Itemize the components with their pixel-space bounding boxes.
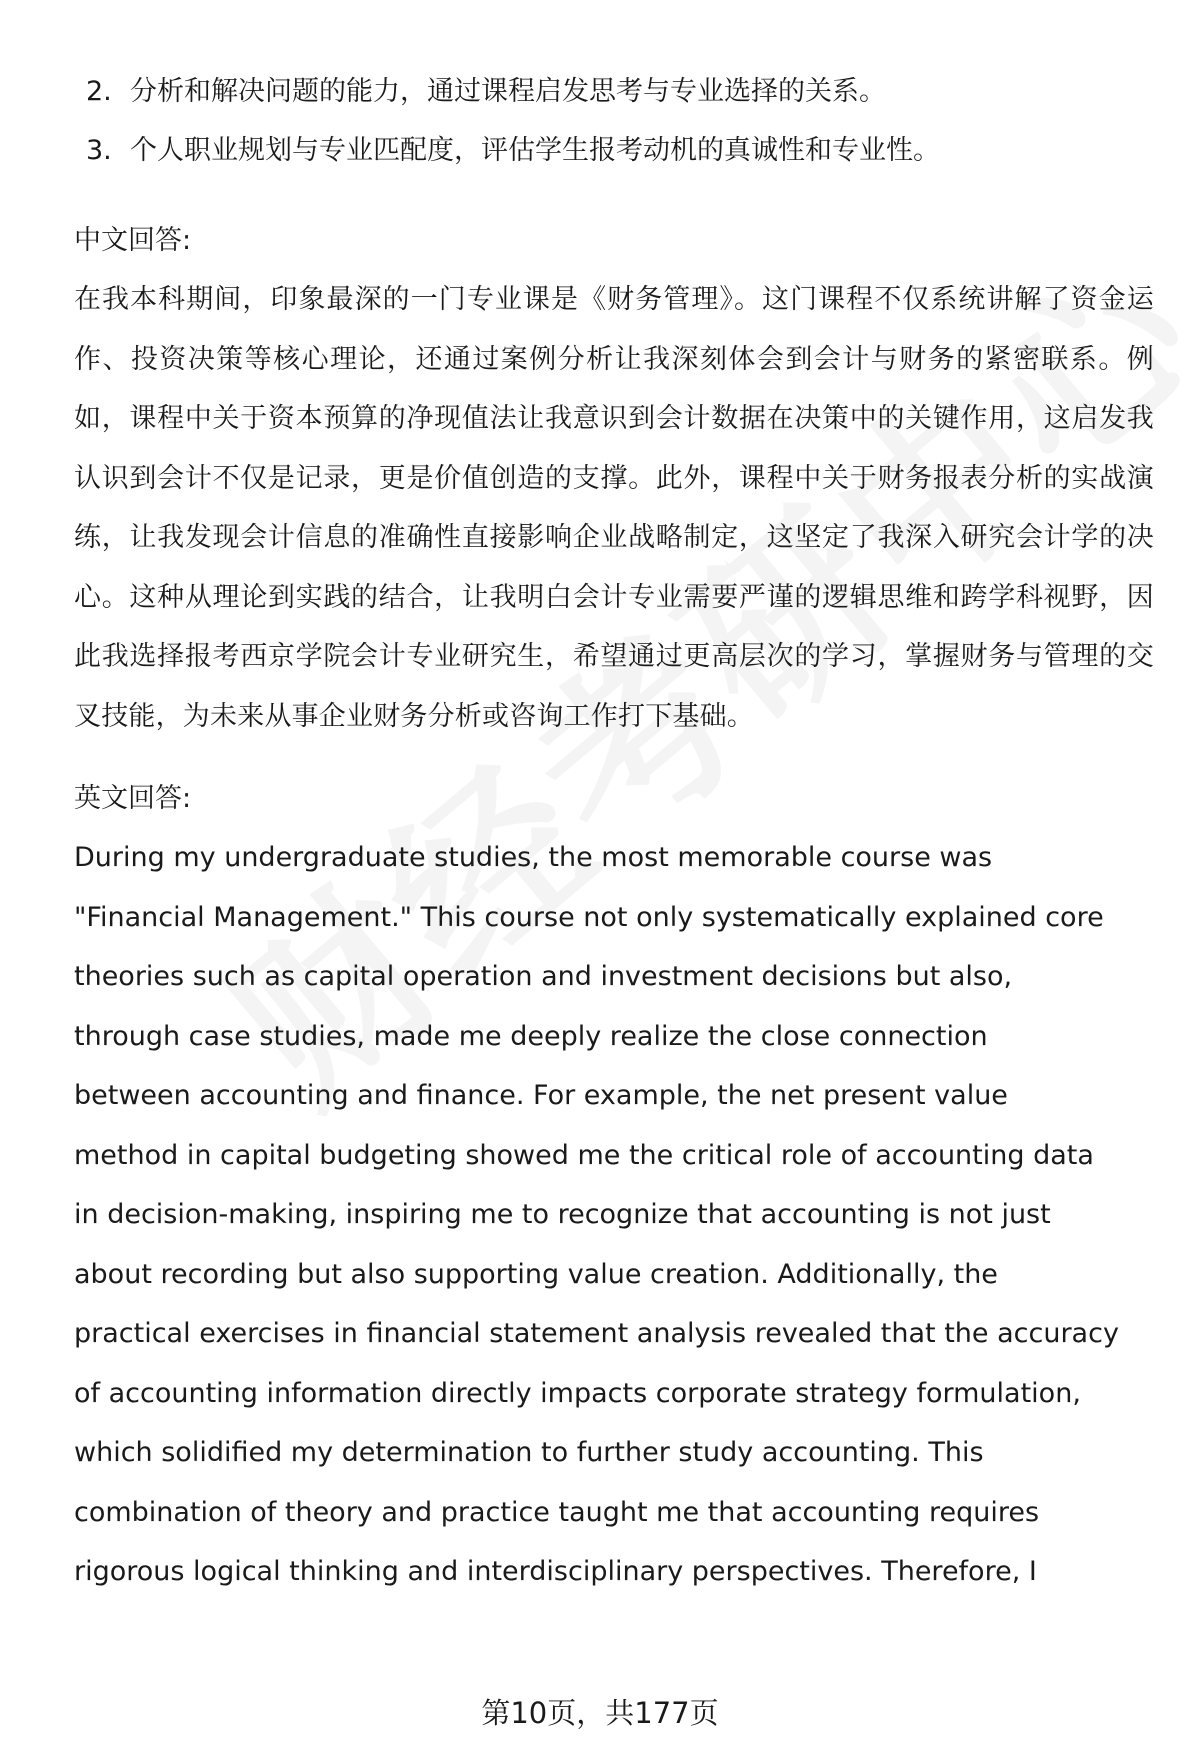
english-answer-body — [74, 828, 1154, 1602]
english-answer-line: through case studies, made me deeply realize the close connection — [74, 1020, 988, 1052]
chinese-answer-heading: 中文回答: — [74, 225, 192, 256]
english-answer-line: between accounting and finance. For example, the net present value — [74, 1080, 1008, 1111]
english-answer-line: rigorous logical thinking and interdisciplinary perspectives. Therefore, I — [74, 1556, 1037, 1587]
list-item — [74, 62, 1154, 121]
list-item-text: 个人职业规划与专业匹配度，评估学生报考动机的真诚性和专业性。 — [130, 135, 940, 166]
english-answer-line: which solidified my determination to further study accounting. This — [74, 1437, 984, 1468]
english-answer-line: practical exercises in financial statement analysis revealed that the accuracy — [74, 1318, 1119, 1349]
list-item-text: 分析和解决问题的能力，通过课程启发思考与专业选择的关系。 — [130, 76, 886, 107]
english-answer-heading: 英文回答: — [74, 783, 192, 814]
page-number-footer: 第10页，共177页 — [481, 1696, 719, 1730]
english-answer-line: in decision-making, inspiring me to recognize that accounting is not just — [74, 1199, 1051, 1230]
english-answer-line: theories such as capital operation and investment decisions but also, — [74, 961, 1013, 992]
english-answer-line: "Financial Management." This course not only systematically explained core — [74, 901, 1104, 933]
page-content — [74, 62, 1154, 1602]
list-item-number: 2. — [86, 76, 112, 107]
chinese-answer-body: 在我本科期间，印象最深的一门专业课是《财务管理》。这门课程不仅系统讲解了资金运作、投资决策等核心理论，还通过案例分析让我深刻体会到会计与财务的紧密联系。例如，课程中关于资本预算的净现值法让我意识到会计数据在决策中的关键作用，这启发我认识到会计不仅是记录，更是价值创造的支撑。此外，课程中关于财务报表分析的实战演练，让我发现会计信息的准确性直接影响企业战略制定，这坚定了我深入研究会计学的决心。这种从理论到实践的结合，让我明白会计专业需要严谨的逻辑思维和跨学科视野，因此我选择报考西京学院会计专业研究生，希望通过更高层次的学习，掌握财务与管理的交叉技能，为未来从事企业财务分析或咨询工作打下基础。 — [74, 284, 1154, 732]
english-answer-line: method in capital budgeting showed me the critical role of accounting data — [74, 1139, 1094, 1171]
english-answer-line: of accounting information directly impacts corporate strategy formulation, — [74, 1377, 1081, 1409]
english-answer-line: about recording but also supporting value creation. Additionally, the — [74, 1258, 998, 1290]
english-answer-line: During my undergraduate studies, the most memorable course was — [74, 842, 993, 873]
criteria-list — [74, 62, 1154, 180]
english-answer-line: combination of theory and practice taught me that accounting requires — [74, 1496, 1040, 1528]
list-item — [74, 121, 1154, 180]
list-item-number: 3. — [86, 135, 112, 166]
